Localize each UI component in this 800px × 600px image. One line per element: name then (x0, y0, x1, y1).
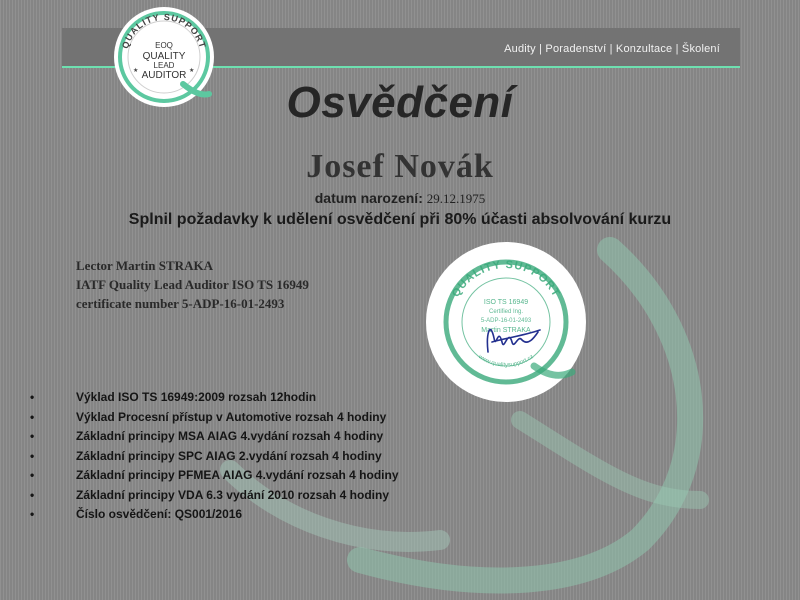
logo-line-quality: QUALITY (142, 51, 186, 62)
logo-line-eoq: EOQ (155, 41, 173, 50)
bullet-icon: • (30, 390, 35, 404)
course-item-text: Základní principy PFMEA AIAG 4.vydání rozsah 4 hodiny (76, 468, 399, 482)
course-topic-list (30, 388, 399, 525)
list-item (30, 447, 399, 467)
stamp-line-1: ISO TS 16949 (483, 299, 529, 306)
birth-label: datum narození: (314, 190, 423, 206)
course-item-text: Základní principy SPC AIAG 2.vydání rozsah 4 hodiny (76, 448, 382, 463)
certificate-statement: Splnil požadavky k udělení osvědčení při 80% účasti absolvování kurzu (128, 211, 672, 228)
logo-ring-text: QUALITY SUPPORT (120, 11, 208, 50)
logo-line-lead: LEAD (153, 61, 175, 70)
course-item-text: Základní principy VDA 6.3 vydání 2010 rozsah 4 hodiny (76, 487, 389, 502)
svg-text:QUALITY SUPPORT (450, 259, 562, 299)
bullet-icon: • (30, 429, 35, 443)
list-item (30, 427, 399, 447)
lector-name: Lector Martin STRAKA (76, 258, 213, 273)
logo-line-auditor: AUDITOR (141, 70, 187, 81)
quality-support-stamp (426, 242, 586, 402)
bullet-icon: • (30, 409, 35, 424)
certificate-number-text: Číslo osvědčení: QS001/2016 (76, 507, 243, 521)
course-item-text: Výklad ISO TS 16949:2009 rozsah 12hodin (76, 390, 317, 404)
birth-date: 29.12.1975 (426, 191, 486, 206)
birth-info (0, 190, 800, 207)
logo-star-right-icon: ★ (189, 68, 195, 74)
stamp-line-4: Martin STRAKA (481, 327, 531, 334)
course-item-text: Základní principy MSA AIAG 4.vydání rozsah 4 hodiny (76, 429, 384, 443)
certificate-title: Osvědčení (286, 78, 514, 127)
stamp-line-2: Certified Ing. (488, 309, 524, 315)
bullet-icon: • (30, 507, 35, 521)
lector-certificate-number: certificate number 5-ADP-16-01-2493 (76, 296, 285, 311)
services-tagline: Audity | Poradenství | Konzultace | Školení (504, 43, 720, 55)
list-item (30, 388, 399, 408)
list-item (30, 466, 399, 486)
lector-info (76, 256, 309, 313)
stamp-ring-text: QUALITY SUPPORT (449, 258, 563, 300)
svg-text:www.qualitysupport.cz (476, 353, 535, 368)
stamp-line-3: 5-ADP-16-01-2493 (480, 318, 532, 324)
bullet-icon: • (30, 487, 35, 502)
course-item-text: Výklad Procesní přístup v Automotive rozsah 4 hodiny (76, 409, 387, 424)
list-item (30, 408, 399, 428)
bullet-icon: • (30, 468, 35, 482)
logo-star-left-icon: ★ (133, 68, 139, 74)
list-item (30, 486, 399, 506)
lector-qualification: IATF Quality Lead Auditor ISO TS 16949 (76, 277, 309, 292)
holder-name: Josef Novák (306, 148, 494, 185)
list-item (30, 505, 399, 525)
bullet-icon: • (30, 448, 35, 463)
stamp-url: www.qualitysupport.cz (477, 354, 535, 369)
